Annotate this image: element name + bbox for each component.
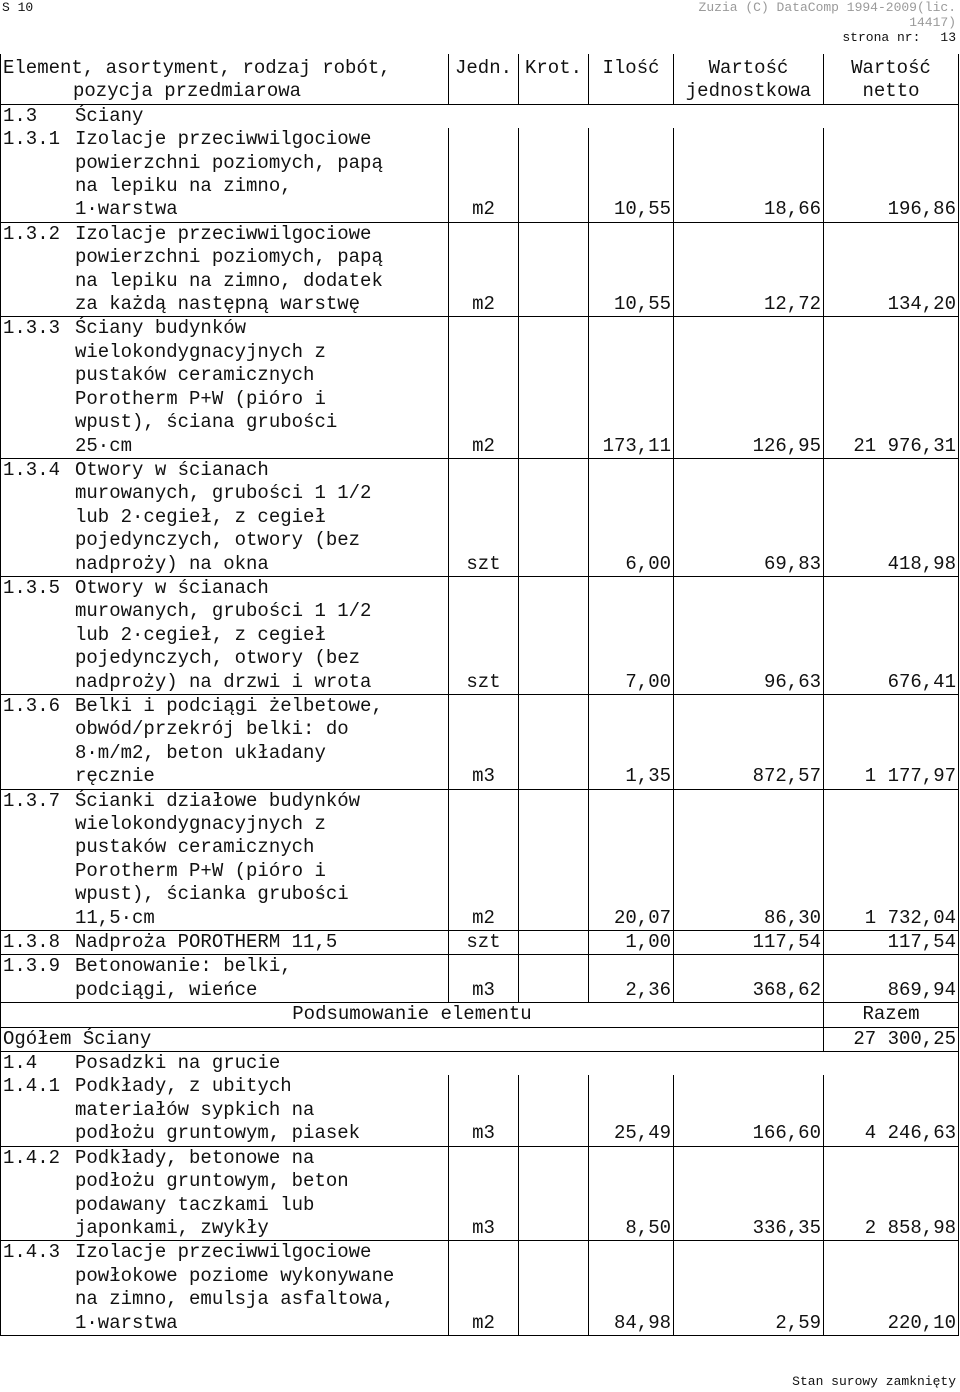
item-description-line: za każdą następną warstwę bbox=[75, 293, 361, 316]
item-factor bbox=[519, 458, 589, 576]
item-position: 1.3.8 bbox=[3, 931, 61, 954]
item-position: 1.4.1 bbox=[3, 1075, 61, 1098]
item-unit: m2 bbox=[449, 1241, 519, 1336]
item-description-line: Betonowanie: belki, bbox=[75, 955, 292, 978]
item-description bbox=[1, 1241, 449, 1336]
item-quantity: 6,00 bbox=[589, 458, 674, 576]
item-net-value: 21 976,31 bbox=[824, 317, 959, 458]
item-unit: m3 bbox=[449, 694, 519, 789]
item-description bbox=[1, 576, 449, 694]
item-description-line: wielokondygnacyjnych z bbox=[75, 813, 326, 835]
total-label: Ogółem Ściany bbox=[1, 1027, 824, 1051]
item-position: 1.4.2 bbox=[3, 1146, 61, 1169]
item-description-line: japonkami, zwykły bbox=[75, 1216, 269, 1239]
item-unit: m3 bbox=[449, 1146, 519, 1241]
item-description bbox=[1, 955, 449, 1003]
table-row bbox=[1, 789, 959, 930]
item-description-line: murowanych, grubości 1 1/2 bbox=[75, 482, 372, 505]
section-heading bbox=[1, 1052, 959, 1076]
col-header-description: Element, asortyment, rodzaj robót, pozycja przedmiarowa bbox=[1, 54, 449, 104]
license-line: 14417) bbox=[909, 15, 956, 30]
page-code: S 10 bbox=[2, 0, 34, 15]
item-unit-price: 96,63 bbox=[674, 576, 824, 694]
item-position: 1.3.4 bbox=[3, 458, 61, 481]
table-row bbox=[1, 931, 959, 955]
item-description-line: Izolacje przeciwwilgociowe bbox=[75, 1241, 372, 1264]
item-description-line: 11,5·cm bbox=[75, 906, 155, 929]
col-header-quantity: Ilość bbox=[589, 54, 674, 104]
item-quantity: 84,98 bbox=[589, 1241, 674, 1336]
cost-estimate-table bbox=[0, 54, 959, 1336]
item-factor bbox=[519, 1241, 589, 1336]
item-unit-price: 18,66 bbox=[674, 128, 824, 222]
section-walls-body bbox=[1, 104, 959, 1002]
item-net-value: 869,94 bbox=[824, 955, 959, 1003]
item-unit: m3 bbox=[449, 955, 519, 1003]
table-row bbox=[1, 955, 959, 1003]
item-description-line: Otwory w ścianach bbox=[75, 458, 269, 481]
page-header-right bbox=[699, 0, 956, 45]
item-net-value: 196,86 bbox=[824, 128, 959, 222]
section-title: Posadzki na grucie bbox=[75, 1052, 281, 1075]
item-description-line: Ściany budynków bbox=[75, 317, 247, 340]
table-row bbox=[1, 317, 959, 458]
item-quantity: 8,50 bbox=[589, 1146, 674, 1241]
page-number: 13 bbox=[940, 30, 956, 45]
item-description-line: obwód/przekrój belki: do bbox=[75, 718, 349, 741]
item-description-line: pustaków ceramicznych bbox=[75, 364, 315, 387]
summary-label: Podsumowanie elementu bbox=[1, 1003, 824, 1027]
item-description-line: podawany taczkami lub bbox=[75, 1193, 315, 1216]
page-number-line bbox=[699, 30, 956, 45]
item-description-line: podłożu gruntowym, piasek bbox=[75, 1122, 361, 1145]
item-quantity: 7,00 bbox=[589, 576, 674, 694]
item-factor bbox=[519, 694, 589, 789]
item-position: 1.4.3 bbox=[3, 1241, 61, 1264]
item-unit: m2 bbox=[449, 222, 519, 317]
item-description-line: 8·m/m2, beton układany bbox=[75, 741, 326, 764]
table-row bbox=[1, 222, 959, 317]
item-description bbox=[1, 789, 449, 930]
item-description-line: pojedynczych, otwory (bez bbox=[75, 647, 361, 670]
section-code: 1.3 bbox=[3, 104, 38, 127]
item-position: 1.3.5 bbox=[3, 576, 61, 599]
item-description-line: pustaków ceramicznych bbox=[75, 836, 315, 859]
section-walls-summary bbox=[1, 1003, 959, 1052]
item-description-line: podłożu gruntowym, beton bbox=[75, 1170, 349, 1193]
item-unit-price: 368,62 bbox=[674, 955, 824, 1003]
item-unit: m2 bbox=[449, 317, 519, 458]
item-description-line: 1·warstwa bbox=[75, 1311, 178, 1334]
item-description bbox=[1, 128, 449, 222]
item-position: 1.3.6 bbox=[3, 694, 61, 717]
item-quantity: 1,00 bbox=[589, 931, 674, 955]
item-factor bbox=[519, 576, 589, 694]
item-description-line: powierzchni poziomych, papą bbox=[75, 151, 383, 174]
item-factor bbox=[519, 1146, 589, 1241]
item-description-line: podciągi, wieńce bbox=[75, 978, 258, 1001]
summary-row bbox=[1, 1003, 959, 1027]
item-factor bbox=[519, 222, 589, 317]
summary-total-label: Razem bbox=[824, 1003, 959, 1027]
item-description-line: nadproży) na okna bbox=[75, 552, 269, 575]
table-row bbox=[1, 1241, 959, 1336]
col-header-net-value: Wartość netto bbox=[824, 54, 959, 104]
item-unit-price: 2,59 bbox=[674, 1241, 824, 1336]
item-position: 1.3.2 bbox=[3, 222, 61, 245]
item-position: 1.3.9 bbox=[3, 955, 61, 978]
item-position: 1.3.3 bbox=[3, 317, 61, 340]
item-description-line: Ścianki działowe budynków bbox=[75, 789, 361, 812]
item-description-line: Podkłady, betonowe na bbox=[75, 1146, 315, 1169]
table-row bbox=[1, 694, 959, 789]
section-heading bbox=[1, 104, 959, 128]
item-factor bbox=[519, 955, 589, 1003]
item-factor bbox=[519, 128, 589, 222]
table-row bbox=[1, 576, 959, 694]
item-quantity: 10,55 bbox=[589, 222, 674, 317]
item-net-value: 1 177,97 bbox=[824, 694, 959, 789]
item-quantity: 1,35 bbox=[589, 694, 674, 789]
item-description-line: lub 2·cegieł, z cegieł bbox=[75, 623, 326, 646]
item-net-value: 134,20 bbox=[824, 222, 959, 317]
item-position: 1.3.7 bbox=[3, 789, 61, 812]
item-unit: szt bbox=[449, 458, 519, 576]
col-header-unit-price: Wartość jednostkowa bbox=[674, 54, 824, 104]
item-description-line: Porotherm P+W (pióro i bbox=[75, 387, 326, 410]
section-floors-body bbox=[1, 1052, 959, 1336]
col-header-factor: Krot. bbox=[519, 54, 589, 104]
item-unit-price: 12,72 bbox=[674, 222, 824, 317]
item-description-line: Belki i podciągi żelbetowe, bbox=[75, 694, 383, 717]
item-unit: m2 bbox=[449, 789, 519, 930]
table-row bbox=[1, 1075, 959, 1146]
item-factor bbox=[519, 931, 589, 955]
table-row bbox=[1, 1146, 959, 1241]
item-quantity: 173,11 bbox=[589, 317, 674, 458]
item-description-line: materiałów sypkich na bbox=[75, 1098, 315, 1121]
item-net-value: 418,98 bbox=[824, 458, 959, 576]
item-description-line: wpust), ścianka grubości bbox=[75, 883, 349, 906]
item-quantity: 10,55 bbox=[589, 128, 674, 222]
table-header-row bbox=[1, 54, 959, 104]
section-title: Ściany bbox=[75, 104, 144, 127]
item-unit: szt bbox=[449, 931, 519, 955]
item-description bbox=[1, 931, 449, 955]
item-description-line: na lepiku na zimno, dodatek bbox=[75, 269, 383, 292]
item-unit: m3 bbox=[449, 1075, 519, 1146]
item-description-line: 25·cm bbox=[75, 434, 133, 457]
item-quantity: 20,07 bbox=[589, 789, 674, 930]
item-description-line: Porotherm P+W (pióro i bbox=[75, 859, 326, 882]
item-net-value: 117,54 bbox=[824, 931, 959, 955]
section-code: 1.4 bbox=[3, 1052, 38, 1075]
item-net-value: 1 732,04 bbox=[824, 789, 959, 930]
item-description-line: na lepiku na zimno, bbox=[75, 175, 292, 198]
item-unit-price: 872,57 bbox=[674, 694, 824, 789]
item-unit: m2 bbox=[449, 128, 519, 222]
total-row bbox=[1, 1027, 959, 1051]
item-description-line: Izolacje przeciwwilgociowe bbox=[75, 128, 372, 151]
item-description-line: powłokowe poziome wykonywane bbox=[75, 1264, 395, 1287]
item-unit: szt bbox=[449, 576, 519, 694]
item-unit-price: 69,83 bbox=[674, 458, 824, 576]
item-description-line: murowanych, grubości 1 1/2 bbox=[75, 600, 372, 623]
item-description-line: na zimno, emulsja asfaltowa, bbox=[75, 1288, 395, 1311]
item-unit-price: 126,95 bbox=[674, 317, 824, 458]
item-factor bbox=[519, 317, 589, 458]
item-description-line: Podkłady, z ubitych bbox=[75, 1075, 292, 1098]
item-description-line: Otwory w ścianach bbox=[75, 576, 269, 599]
total-value: 27 300,25 bbox=[824, 1027, 959, 1051]
item-description-line: wielokondygnacyjnych z bbox=[75, 340, 326, 363]
item-description bbox=[1, 1146, 449, 1241]
item-description bbox=[1, 694, 449, 789]
item-net-value: 220,10 bbox=[824, 1241, 959, 1336]
item-unit-price: 86,30 bbox=[674, 789, 824, 930]
item-description-line: Nadproża POROTHERM 11,5 bbox=[75, 931, 338, 954]
item-factor bbox=[519, 789, 589, 930]
table-row bbox=[1, 458, 959, 576]
item-net-value: 4 246,63 bbox=[824, 1075, 959, 1146]
item-description bbox=[1, 458, 449, 576]
item-net-value: 2 858,98 bbox=[824, 1146, 959, 1241]
item-description bbox=[1, 317, 449, 458]
item-unit-price: 117,54 bbox=[674, 931, 824, 955]
item-quantity: 2,36 bbox=[589, 955, 674, 1003]
item-description-line: lub 2·cegieł, z cegieł bbox=[75, 505, 326, 528]
item-description-line: ręcznie bbox=[75, 765, 155, 788]
col-header-unit: Jedn. bbox=[449, 54, 519, 104]
copyright-line: Zuzia (C) DataComp 1994-2009(lic. bbox=[698, 0, 956, 15]
item-description-line: 1·warstwa bbox=[75, 198, 178, 221]
item-description-line: wpust), ściana grubości bbox=[75, 411, 338, 434]
item-description-line: Izolacje przeciwwilgociowe bbox=[75, 222, 372, 245]
item-net-value: 676,41 bbox=[824, 576, 959, 694]
item-unit-price: 166,60 bbox=[674, 1075, 824, 1146]
item-description bbox=[1, 1075, 449, 1146]
page-label: strona nr: bbox=[842, 30, 921, 45]
item-factor bbox=[519, 1075, 589, 1146]
item-quantity: 25,49 bbox=[589, 1075, 674, 1146]
item-position: 1.3.1 bbox=[3, 128, 61, 151]
table-row bbox=[1, 128, 959, 222]
item-unit-price: 336,35 bbox=[674, 1146, 824, 1241]
footer-note: Stan surowy zamknięty bbox=[792, 1374, 956, 1389]
item-description-line: pojedynczych, otwory (bez bbox=[75, 529, 361, 552]
item-description bbox=[1, 222, 449, 317]
item-description-line: powierzchni poziomych, papą bbox=[75, 246, 383, 269]
item-description-line: nadproży) na drzwi i wrota bbox=[75, 670, 372, 693]
